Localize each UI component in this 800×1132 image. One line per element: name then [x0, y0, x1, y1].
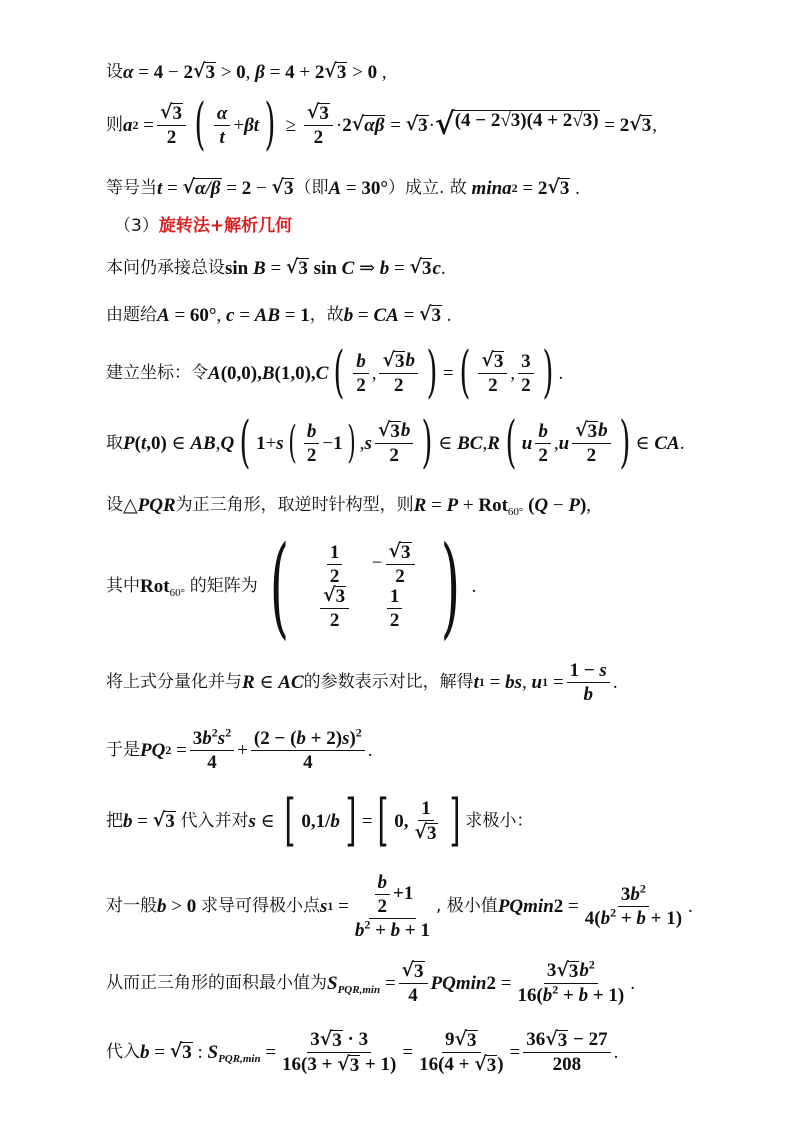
- line-substitute: 把 b = √ 3 代入并对 s ∈ [ 0,1/ b ] = [ 0, 1 √ 3 ] 求极小：: [106, 788, 534, 853]
- text: 建立坐标：令: [106, 362, 208, 383]
- line-points: 取 P ( t ,0) ∈ AB , Q ( 1 + s ( $\frac{b}{2}$ − 1 ) , s √ 3 b 2 ) ∈ BC , R ( u $\frac{b}{2}$ , u √ 3 b 2 ) ∈ CA .: [106, 410, 685, 475]
- text: 本问仍承接总设: [106, 257, 225, 278]
- text: 将上式分量化并与: [106, 671, 242, 692]
- line-given: 由题给 A = 60° , c = AB = 1 ，故 b = CA = √ 3 .: [106, 303, 452, 326]
- line-minimum: 对一般 b > 0 求导可得极小点 s 1 = $\frac{b}{2}$ +1 $b^2 + b + 1$ , 极小值 PQmin 2 = $\frac{3b^2}{4(b^2 + b + 1)}$ .: [106, 871, 693, 941]
- text: 对一般: [106, 895, 157, 916]
- text: 把: [106, 810, 123, 831]
- text: 求导可得极小点: [200, 895, 320, 916]
- text: ）成立. 故: [387, 177, 467, 198]
- line-inequality: 则 a 2 = √ 3 2 ( $\frac{\alpha}{t}$ + βt ) ≥ √ 3 2 · 2 √ αβ = √ 3 · √ (4 − 2√3)(4 + 2√3) = 2 √ 3 ,: [106, 92, 658, 157]
- text: 由题给: [106, 304, 157, 325]
- line-coordinates: 建立坐标：令 A (0,0), B (1,0), C ( $\frac{b}{2}$ , √ 3 b 2 ) = ( √ 3 2 , $\frac{3}{2}$ ) .: [106, 340, 564, 405]
- line-equality: 等号当 t = √ α/β = 2 − √ 3 （即 A = 30° ）成立. 故 mina 2 = 2 √ 3 .: [106, 176, 580, 199]
- line-area: 从而正三角形的面积最小值为 S PQR,min = √ 3 4 PQmin 2 = 3 √ 3 $b^2$ $16(b^2 + b + 1)$ .: [106, 957, 636, 1006]
- line-matrix: 其中 Rot 60° 的矩阵为 ( $\frac{1}{2}$ − √ 3 2 √ 3 2 $\frac{1}{2}$ ) .: [106, 522, 477, 650]
- text: 则: [106, 114, 123, 135]
- text: 从而正三角形的面积最小值为: [106, 972, 327, 993]
- text: 取: [106, 432, 123, 453]
- text: 设: [106, 61, 123, 82]
- section-number: （3）: [114, 216, 159, 236]
- text: 求极小：: [465, 810, 534, 831]
- text: 于是: [106, 739, 140, 760]
- line-final: 代入 b = √ 3 : S PQR,min = 3 √ 3 · 3 16(3 + √ 3 + 1) = 9 √ 3 16(4 + √ 3 ) = 36 √ 3 − 27 208 .: [106, 1027, 619, 1076]
- text: 其中: [106, 575, 140, 596]
- line-rotation: 设 △ PQR 为正三角形，取逆时针构型，则 R = P + Rot 60° ( Q − P ) ,: [106, 495, 592, 518]
- text: （即: [294, 177, 329, 198]
- line-alpha-beta: 设 α = 4 − 2 √ 3 > 0 , β = 4 + 2 √ 3 > 0 ,: [106, 60, 387, 83]
- text: 为正三角形，取逆时针构型，则: [175, 495, 414, 515]
- text: 等号当: [106, 177, 157, 198]
- section-title: 旋转法+解析几何: [158, 216, 293, 236]
- line-solve: 将上式分量化并与 R ∈ AC 的参数表示对比，解得 t 1 = bs , u 1 = $\frac{1 - s}{b}$ .: [106, 659, 618, 705]
- text: , 极小值: [436, 895, 498, 916]
- line-pq-squared: 于是 PQ 2 = $\frac{3b^2s^2}{4}$ + $\frac{(2 - (b + 2)s)^2}{4}$ .: [106, 725, 373, 773]
- text: ，故: [309, 304, 344, 325]
- text: 代入并对: [180, 810, 249, 831]
- section-heading: [114, 218, 760, 235]
- text: 的参数表示对比，解得: [303, 671, 474, 692]
- rotation-matrix: $\frac{1}{2}$ − √ 3 2 √ 3 2 $\frac{1}{2}$: [305, 542, 425, 630]
- line-sine-relation: 本问仍承接总设 sin B = √ 3 sin C ⇒ b = √ 3 c .: [106, 256, 446, 279]
- text: 的矩阵为: [189, 575, 258, 596]
- text: 设: [106, 495, 123, 515]
- text: 代入: [106, 1041, 140, 1062]
